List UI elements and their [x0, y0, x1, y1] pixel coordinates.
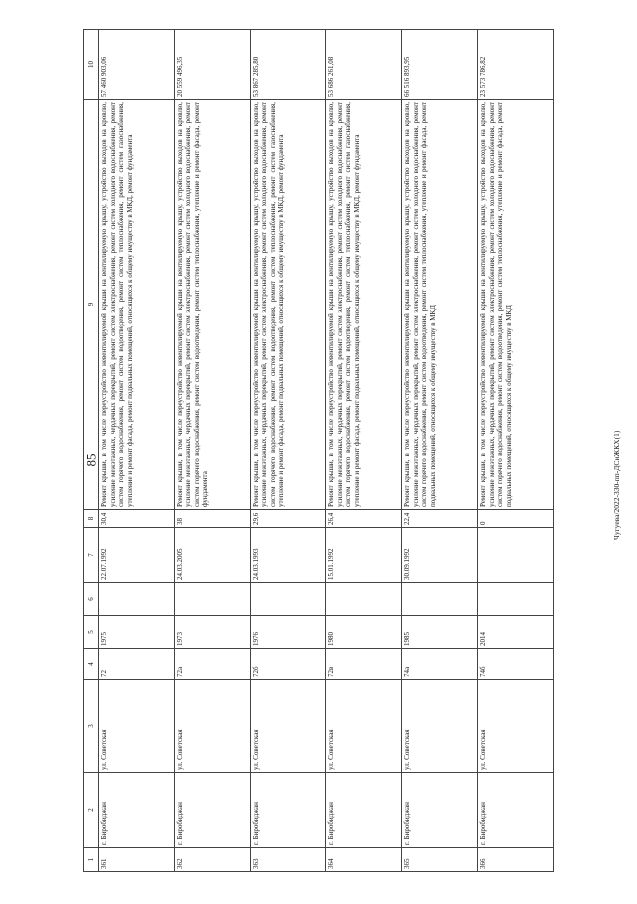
cost-cell: 57 460 903,06	[99, 30, 175, 100]
row-number: 365	[402, 848, 478, 872]
city-cell: г. Биробиджан	[174, 773, 250, 848]
cost-cell: 53 686 261,08	[326, 30, 402, 100]
city-cell: г. Биробиджан	[478, 773, 554, 848]
street-cell: ул. Советская	[99, 680, 175, 773]
date-cell: 24.03.2005	[174, 528, 250, 583]
header-cell: 9	[84, 100, 99, 510]
city-cell: г. Биробиджан	[99, 773, 175, 848]
percent-cell: 38	[174, 510, 250, 528]
cost-cell: 66 516 893,95	[402, 30, 478, 100]
header-cell: 6	[84, 583, 99, 616]
city-cell: г. Биробиджан	[402, 773, 478, 848]
year-cell: 1980	[326, 616, 402, 649]
col6-cell	[250, 583, 326, 616]
house-number-cell: 72б	[250, 649, 326, 680]
header-cell: 3	[84, 680, 99, 773]
works-description-cell: Ремонт крыши, в том числе переустройство невентилируемой крыши на вентилируемую крышу, устройство выходов на кровлю, усиление межэтажных, чердачных перекрытий, ремонт систем электроснабжения, ремонт систем холодного водоснабжения, ремонт систем горячего водоснабжения, ремонт систем водоотведения, ремонт систем теплоснабжения, ремонт систем газоснабжения, утепление и ремонт фасада, ремонт подвальных помещений, относящихся к общему имуществу в МКД, ремонт фундамента	[250, 100, 326, 510]
rotated-table-wrapper	[83, 30, 554, 872]
table-row	[478, 30, 554, 872]
table-row	[99, 30, 175, 872]
footer-note: Чугуева/2022-330-пп-ДСиЖКХ(1)	[612, 430, 621, 540]
date-cell: 22.07.1992	[99, 528, 175, 583]
table-row	[402, 30, 478, 872]
year-cell: 1985	[402, 616, 478, 649]
works-description-cell: Ремонт крыши, в том числе переустройство невентилируемой крыши на вентилируемую крышу, устройство выходов на кровлю, усиление межэтажных, чердачных перекрытий, ремонт систем электроснабжения, ремонт систем холодного водоснабжения, ремонт систем горячего водоснабжения, ремонт систем водоотведения, ремонт систем теплоснабжения, утепление и ремонт фасада, ремонт подвальных помещений, относящихся к общему имуществу в МКД	[402, 100, 478, 510]
street-cell: ул. Советская	[174, 680, 250, 773]
year-cell: 1976	[250, 616, 326, 649]
house-number-cell: 72в	[326, 649, 402, 680]
header-cell: 5	[84, 616, 99, 649]
table-row	[174, 30, 250, 872]
table-row	[326, 30, 402, 872]
house-number-cell: 74а	[402, 649, 478, 680]
year-cell: 1975	[99, 616, 175, 649]
year-cell: 2014	[478, 616, 554, 649]
works-description-cell: Ремонт крыши, в том числе переустройство невентилируемой крыши на вентилируемую крышу, устройство выходов на кровлю, усиление межэтажных, чердачных перекрытий, ремонт систем электроснабжения, ремонт систем холодного водоснабжения, ремонт систем горячего водоснабжения, ремонт систем водоотведения, ремонт систем теплоснабжения, утепление и ремонт фасада, ремонт подвальных помещений, относящихся к общему имуществу в МКД	[478, 100, 554, 510]
col6-cell	[402, 583, 478, 616]
street-cell: ул. Советская	[478, 680, 554, 773]
works-description-cell: Ремонт крыши, в том числе переустройство невентилируемой крыши на вентилируемую крышу, устройство выходов на кровлю, усиление межэтажных, чердачных перекрытий, ремонт систем электроснабжения, ремонт систем холодного водоснабжения, ремонт систем горячего водоснабжения, ремонт систем водоотведения, ремонт систем теплоснабжения, утепление и ремонт фасада, ремонт фундамента	[174, 100, 250, 510]
header-cell: 1	[84, 848, 99, 872]
header-cell: 4	[84, 649, 99, 680]
date-cell	[478, 528, 554, 583]
col6-cell	[478, 583, 554, 616]
house-number-cell: 72	[99, 649, 175, 680]
header-cell: 8	[84, 510, 99, 528]
percent-cell: 22,4	[402, 510, 478, 528]
header-cell: 10	[84, 30, 99, 100]
date-cell: 30.09.1992	[402, 528, 478, 583]
row-number: 366	[478, 848, 554, 872]
header-cell: 7	[84, 528, 99, 583]
cost-cell: 20 559 496,35	[174, 30, 250, 100]
city-cell: г. Биробиджан	[250, 773, 326, 848]
cost-cell: 53 867 285,80	[250, 30, 326, 100]
table-header-row	[84, 30, 99, 872]
city-cell: г. Биробиджан	[326, 773, 402, 848]
cost-cell: 23 573 786,82	[478, 30, 554, 100]
header-cell: 2	[84, 773, 99, 848]
street-cell: ул. Советская	[326, 680, 402, 773]
row-number: 361	[99, 848, 175, 872]
row-number: 364	[326, 848, 402, 872]
works-description-cell: Ремонт крыши, в том числе переустройство невентилируемой крыши на вентилируемую крышу, устройство выходов на кровлю, усиление межэтажных, чердачных перекрытий, ремонт систем электроснабжения, ремонт систем холодного водоснабжения, ремонт систем горячего водоснабжения, ремонт систем водоотведения, ремонт систем теплоснабжения, ремонт систем газоснабжения, утепление и ремонт фасада, ремонт подвальных помещений, относящихся к общему имуществу в МКД, ремонт фундамента	[99, 100, 175, 510]
date-cell: 24.03.1993	[250, 528, 326, 583]
percent-cell: 26,4	[326, 510, 402, 528]
table-row	[250, 30, 326, 872]
street-cell: ул. Советская	[250, 680, 326, 773]
row-number: 362	[174, 848, 250, 872]
percent-cell: 0	[478, 510, 554, 528]
percent-cell: 30,4	[99, 510, 175, 528]
house-number-cell: 72а	[174, 649, 250, 680]
year-cell: 1973	[174, 616, 250, 649]
date-cell: 15.01.1992	[326, 528, 402, 583]
street-cell: ул. Советская	[402, 680, 478, 773]
page-number: 85	[83, 453, 99, 467]
repair-program-table	[83, 29, 554, 872]
col6-cell	[99, 583, 175, 616]
works-description-cell: Ремонт крыши, в том числе переустройство невентилируемой крыши на вентилируемую крышу, устройство выходов на кровлю, усиление межэтажных, чердачных перекрытий, ремонт систем электроснабжения, ремонт систем холодного водоснабжения, ремонт систем горячего водоснабжения, ремонт систем водоотведения, ремонт систем теплоснабжения, ремонт систем газоснабжения, утепление и ремонт фасада, ремонт подвальных помещений, относящихся к общему имуществу в МКД, ремонт фундамента	[326, 100, 402, 510]
percent-cell: 29,6	[250, 510, 326, 528]
col6-cell	[174, 583, 250, 616]
row-number: 363	[250, 848, 326, 872]
col6-cell	[326, 583, 402, 616]
house-number-cell: 74б	[478, 649, 554, 680]
